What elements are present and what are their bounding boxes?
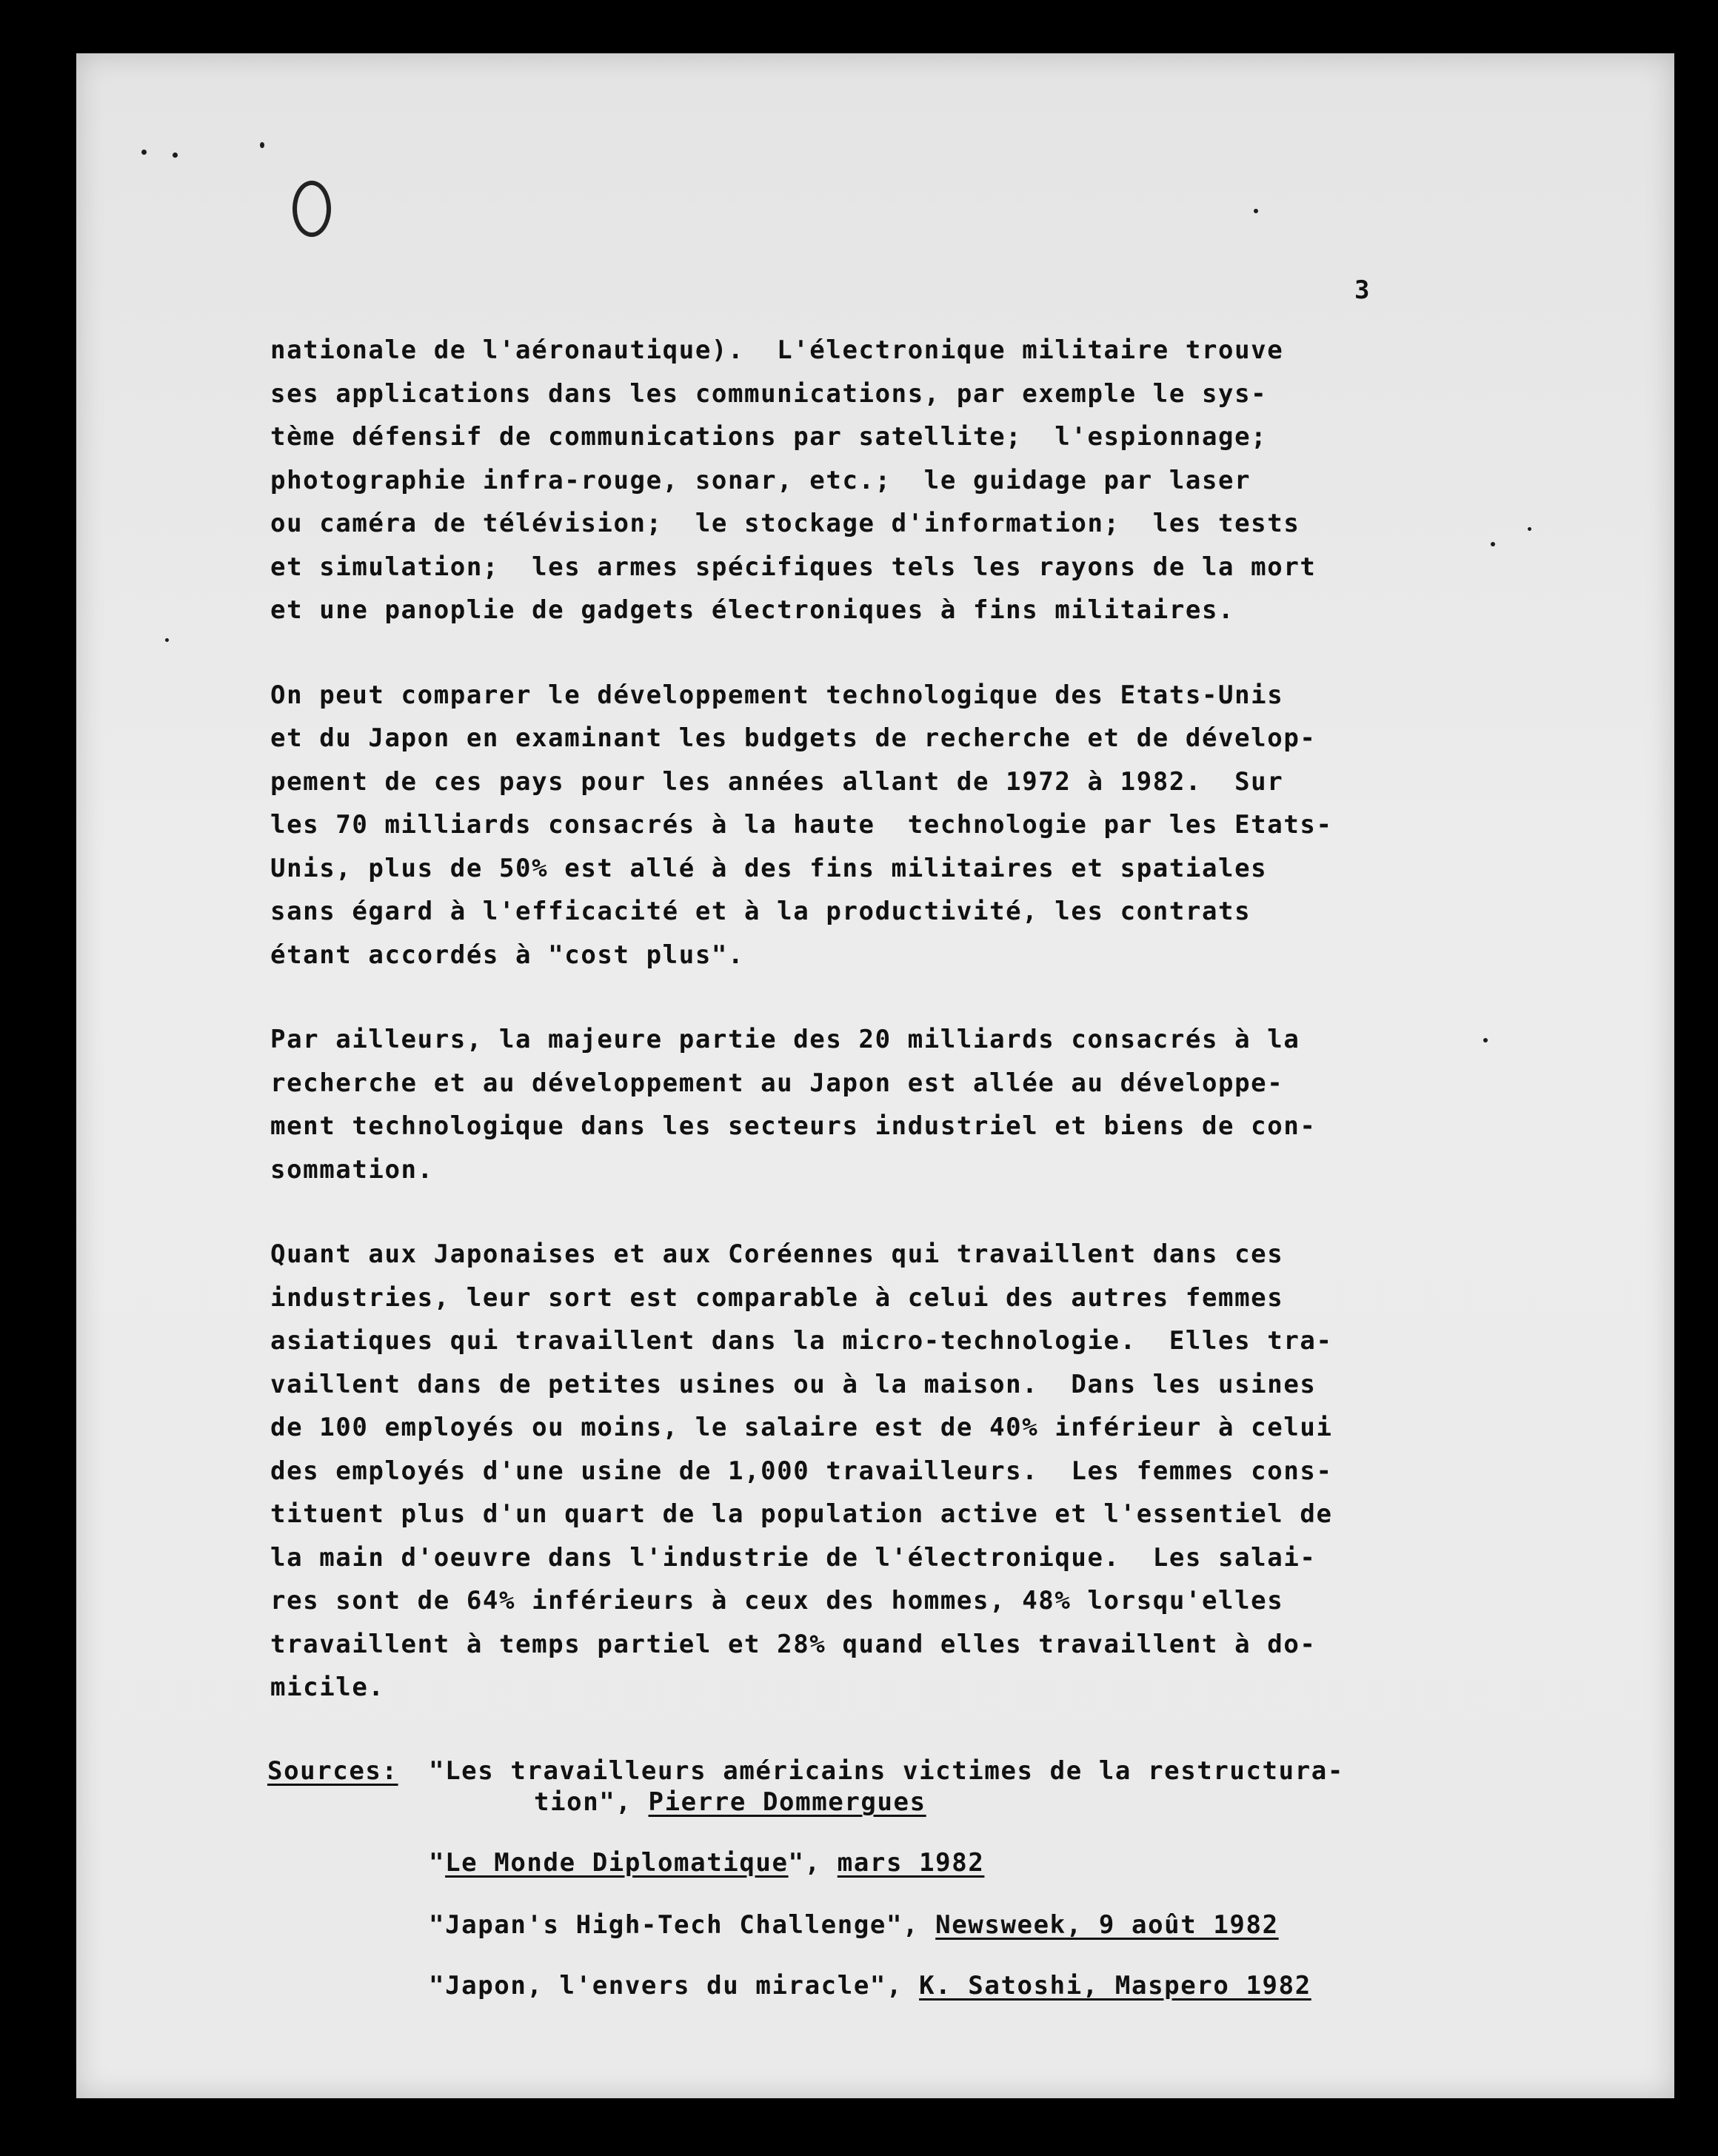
text-line: et simulation; les armes spécifiques tels les rayons de la mort [270,552,1317,582]
page-number: 3 [1354,275,1370,305]
text-line: la main d'oeuvre dans l'industrie de l'électronique. Les salai- [270,1542,1317,1573]
text-line: les 70 milliards consacrés à la haute technologie par les Etats- [270,810,1333,840]
source-2-title: Le Monde Diplomatique [445,1848,789,1878]
text-line: Unis, plus de 50% est allé à des fins militaires et spatiales [270,853,1268,883]
text-line: ses applications dans les communications, par exemple le sys- [270,378,1268,409]
text-line: industries, leur sort est comparable à celui des autres femmes [270,1282,1284,1313]
source-4-publication: K. Satoshi, Maspero 1982 [919,1971,1311,2001]
paragraph-military-electronics [270,329,1529,632]
text-line: et du Japon en examinant les budgets de recherche et de dévelop- [270,723,1317,753]
text-line: travaillent à temps partiel et 28% quand elles travaillent à do- [270,1629,1317,1659]
text-line: des employés d'une usine de 1,000 travailleurs. Les femmes cons- [270,1456,1333,1486]
text-line: res sont de 64% inférieurs à ceux des hommes, 48% lorsqu'elles [270,1586,1284,1616]
text-line: ment technologique dans les secteurs industriel et biens de con- [270,1111,1317,1141]
text-line: nationale de l'aéronautique). L'électronique militaire trouve [270,335,1284,365]
document-page [76,53,1674,2098]
text-line: vaillent dans de petites usines ou à la maison. Dans les usines [270,1369,1317,1399]
text-line: recherche et au développement au Japon est allée au développe- [270,1068,1284,1098]
scan-speck [1254,209,1258,213]
text-line: Par ailleurs, la majeure partie des 20 milliards consacrés à la [270,1025,1300,1054]
source-2 [429,1847,984,1879]
text-line: On peut comparer le développement technologique des Etats-Unis [270,680,1284,710]
text-line: sans égard à l'efficacité et à la productivité, les contrats [270,897,1251,926]
sources-label: Sources: [267,1756,398,1786]
scan-speck [141,150,147,155]
text-line: asiatiques qui travaillent dans la micro-technologie. Elles tra- [270,1326,1333,1356]
text-line: Quant aux Japonaises et aux Coréennes qui travaillent dans ces [270,1239,1284,1269]
scan-speck [260,142,264,148]
scan-speck [165,638,169,642]
scan-speck [173,153,178,158]
source-2-quote-close: ", [788,1848,838,1878]
source-2-date: mars 1982 [837,1848,985,1878]
text-line: micile. [270,1673,385,1702]
source-4 [429,1969,1311,2002]
text-line: et une panoplie de gadgets électroniques à fins militaires. [270,595,1235,625]
source-1-title-line2 [534,1786,926,1818]
punch-hole-mark [293,181,331,237]
paragraph-us-japan-budgets [270,674,1529,977]
paragraph-japan-research [270,1018,1529,1191]
text-line: pement de ces pays pour les années allant de 1972 à 1982. Sur [270,766,1284,797]
source-1-title-end: tion", [534,1787,649,1817]
source-3-title: "Japan's High-Tech Challenge", [429,1910,936,1940]
source-3 [429,1909,1279,1941]
source-2-quote-open: " [429,1848,446,1878]
text-line: sommation. [270,1154,434,1185]
source-3-publication: Newsweek, 9 août 1982 [935,1910,1279,1940]
source-1-author: Pierre Dommergues [648,1787,926,1817]
text-line: tituent plus d'un quart de la population active et l'essentiel de [270,1499,1333,1529]
paragraph-women-workers [270,1233,1529,1710]
text-line: ou caméra de télévision; le stockage d'information; les tests [270,509,1300,538]
body-text [270,329,1529,1710]
text-line: étant accordés à "cost plus". [270,940,745,970]
text-line: de 100 employés ou moins, le salaire est de 40% inférieur à celui [270,1413,1333,1442]
source-4-title: "Japon, l'envers du miracle", [429,1971,920,2001]
text-line: tème défensif de communications par satellite; l'espionnage; [270,422,1268,452]
source-1-title-line1: "Les travailleurs américains victimes de la restructura- [429,1756,1344,1786]
text-line: photographie infra-rouge, sonar, etc.; le guidage par laser [270,465,1251,495]
